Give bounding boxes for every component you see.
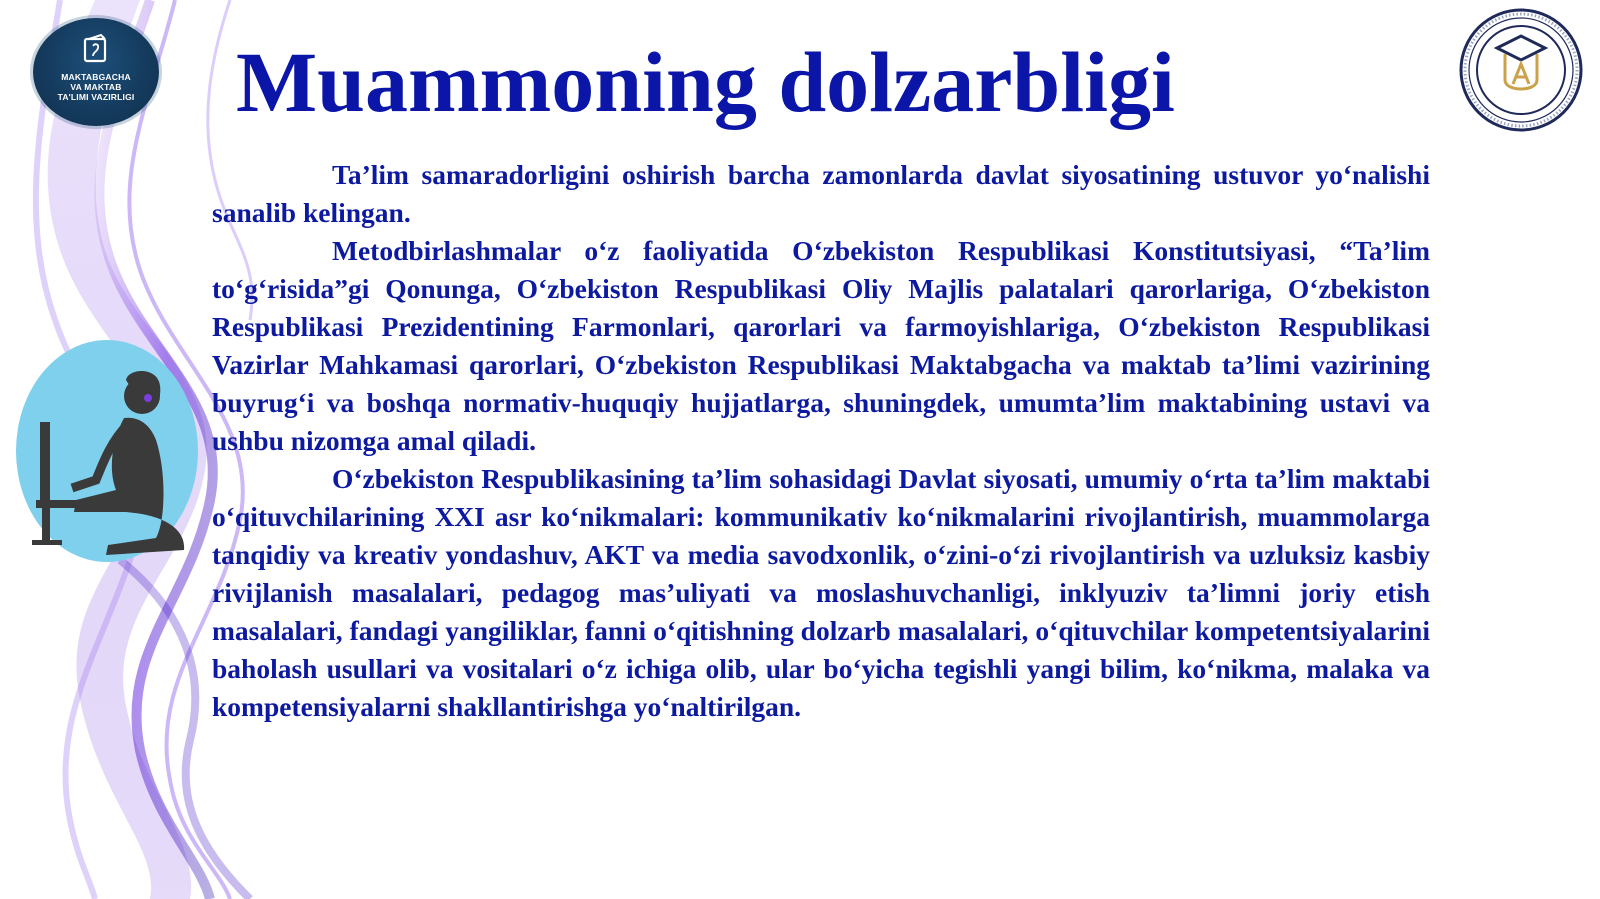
- paragraph-2: Metodbirlashmalar o‘z faoliyatida O‘zbekiston Respublikasi Konstitutsiyasi, “Ta’lim to‘g‘risida”gi Qonunga, O‘zbekiston Respublikasi Oliy Majlis palatalari qarorlariga, O‘zbekiston Respublikasi Prezidentining Farmonlari, qarorlari va farmoyishlariga, O‘zbekiston Respublikasi Vazirlar Mahkamasi qarorlari, O‘zbekiston Respublikasi Maktabgacha va maktab ta’limi vazirining buyrug‘i va boshqa normativ-huquqiy hujjatlarga, shuningdek, umumta’lim maktabining ustavi va ushbu nizomga amal qiladi.: [212, 235, 1430, 456]
- paragraph-3: O‘zbekiston Respublikasining ta’lim sohasidagi Davlat siyosati, umumiy o‘rta ta’lim maktabi o‘qituvchilarining XXI asr ko‘nikmalari: kommunikativ ko‘nikmalarini rivojlantirish, muammolarga tanqidiy va kreativ yondashuv, AKT va media savodxonlik, o‘zini-o‘zi rivojlantirish va uzluksiz kasbiy rivijlanish masalalari, pedagog mas’uliyati va moslashuvchanligi, inklyuziv ta’limni joriy etish masalalari, fandagi yangiliklar, fanni o‘qitishning dolzarb masalalari, o‘qituvchilar kompetentsiyalarini baholash usullari va vositalari o‘z ichiga olib, ular bo‘yicha tegishli yangi bilim, ko‘nikma, malaka va kompetensiyalarni shakllantirishga yo‘naltirilgan.: [212, 463, 1430, 722]
- academy-seal-icon: [1459, 8, 1583, 132]
- ministry-logo: [33, 18, 159, 126]
- paragraph-1: Ta’lim samaradorligini oshirish barcha zamonlarda davlat siyosatining ustuvor yo‘nalishi sanalib kelingan.: [212, 159, 1430, 228]
- person-at-computer-illustration: [16, 340, 199, 562]
- ministry-logo-line1: MAKTABGACHA: [61, 72, 131, 82]
- book-icon: [79, 32, 113, 66]
- ministry-logo-line3: TA'LIMI VAZIRLIGI: [57, 92, 135, 102]
- body-text: [212, 156, 1430, 726]
- page-title: Muammoning dolzarbligi: [236, 34, 1175, 130]
- ministry-logo-text: [58, 72, 135, 102]
- ministry-logo-line2: VA MAKTAB: [70, 82, 122, 92]
